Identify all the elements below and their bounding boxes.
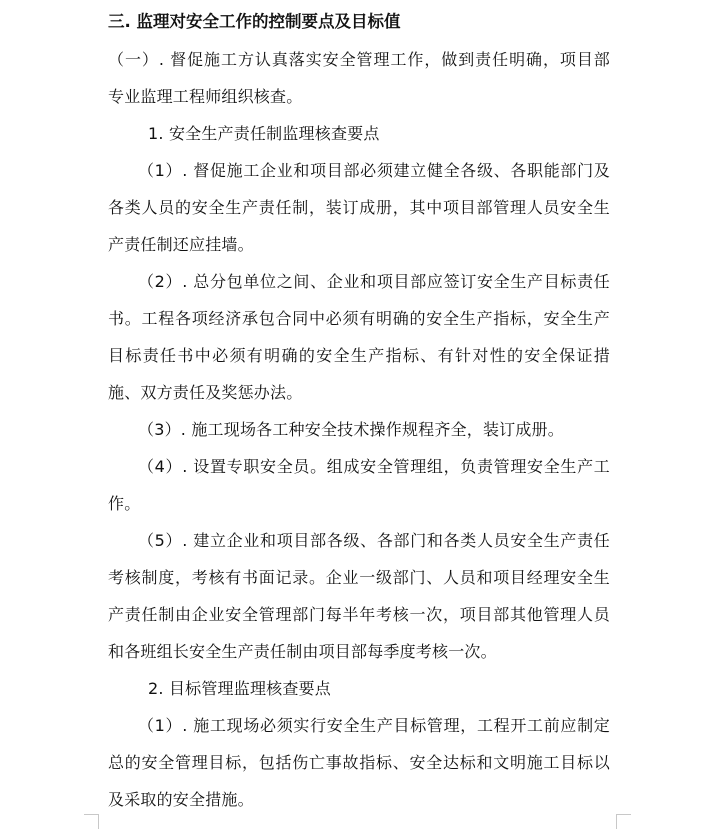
- paragraph-line: （一）. 督促施工方认真落实安全管理工作，做到责任明确，项目部: [108, 50, 610, 69]
- paragraph-line: 各类人员的安全生产责任制，装订成册，其中项目部管理人员安全生: [108, 198, 610, 217]
- paragraph-line: 考核制度，考核有书面记录。企业一级部门、人员和项目经理安全生: [108, 568, 610, 587]
- paragraph-line: 产责任制由企业安全管理部门每半年考核一次，项目部其他管理人员: [108, 605, 610, 624]
- paragraph-line: （2）. 总分包单位之间、企业和项目部应签订安全生产目标责任: [138, 272, 610, 291]
- paragraph-line: （4）. 设置专职安全员。组成安全管理组，负责管理安全生产工: [138, 457, 610, 476]
- crop-mark-bottom-right: [616, 814, 631, 829]
- paragraph-line: （1）. 督促施工企业和项目部必须建立健全各级、各职能部门及: [138, 161, 610, 180]
- paragraph-line: 总的安全管理目标，包括伤亡事故指标、安全达标和文明施工目标以: [108, 753, 610, 772]
- paragraph-line: 专业监理工程师组织核查。: [108, 87, 303, 106]
- paragraph-line: 目标责任书中必须有明确的安全生产指标、有针对性的安全保证措: [108, 346, 610, 365]
- paragraph-line: （1）. 施工现场必须实行安全生产目标管理，工程开工前应制定: [138, 716, 610, 735]
- section-heading: 三. 监理对安全工作的控制要点及目标值: [108, 12, 401, 31]
- subsection-heading: 2. 目标管理监理核查要点: [148, 679, 331, 698]
- paragraph-line: 和各班组长安全生产责任制由项目部每季度考核一次。: [108, 642, 497, 661]
- paragraph-line: 及采取的安全措施。: [108, 790, 254, 809]
- paragraph-line: 书。工程各项经济承包合同中必须有明确的安全生产指标，安全生产: [108, 309, 610, 328]
- paragraph-line: 施、双方责任及奖惩办法。: [108, 383, 303, 402]
- subsection-heading: 1. 安全生产责任制监理核查要点: [148, 124, 380, 143]
- paragraph-line: （3）. 施工现场各工种安全技术操作规程齐全，装订成册。: [138, 420, 564, 439]
- crop-mark-bottom-left: [84, 814, 99, 829]
- paragraph-line: 产责任制还应挂墙。: [108, 235, 254, 254]
- paragraph-line: （5）. 建立企业和项目部各级、各部门和各类人员安全生产责任: [138, 531, 610, 550]
- paragraph-line: 作。: [108, 494, 141, 513]
- document-body: [108, 7, 610, 818]
